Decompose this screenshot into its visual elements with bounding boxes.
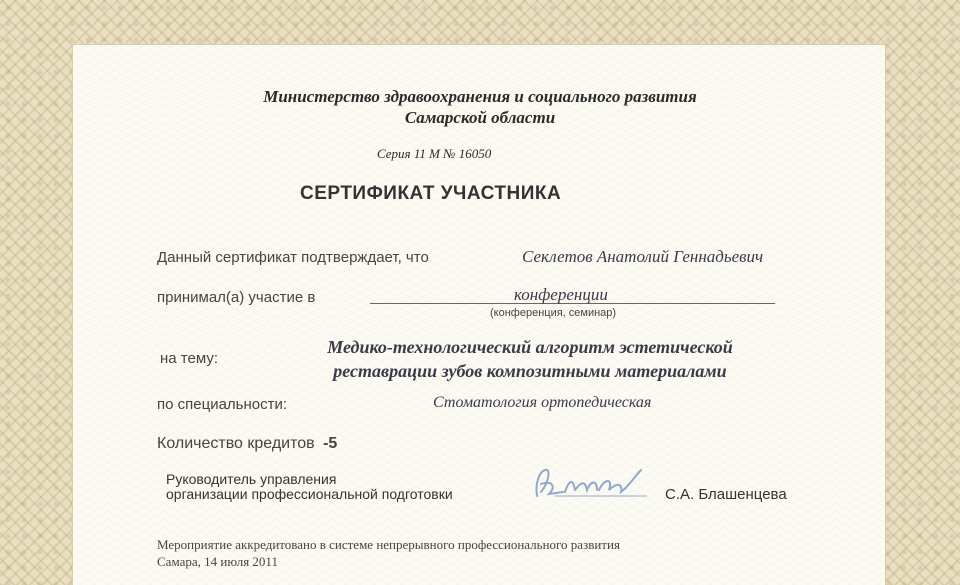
place-date: Самара, 14 июля 2011 [157,554,278,569]
participated-label: принимал(а) участие в [157,289,316,306]
head-title-line-2: организации профессиональной подготовки [166,486,453,502]
topic-line-1: Медико-технологический алгоритм эстетической [327,337,733,357]
event-type-hint: (конференция, семинар) [490,307,617,319]
topic-text [270,335,790,383]
credits-value: -5 [323,435,338,452]
head-name: С.А. Блашенцева [665,486,787,503]
ministry-line-1: Министерство здравоохранения и социального развития [263,87,697,106]
accreditation-note: Мероприятие аккредитовано в системе непрерывного профессионального развития [157,537,620,552]
head-title [166,472,453,502]
credits-label: Количество кредитов [157,435,315,452]
ministry-header [230,86,730,128]
certificate-title: СЕРТИФИКАТ УЧАСТНИКА [300,183,562,204]
event-type-value: конференции [514,285,608,304]
specialty-value: Стоматология ортопедическая [433,394,652,411]
head-title-line-1: Руководитель управления [166,471,337,487]
ministry-line-2: Самарской области [404,108,556,127]
confirms-label: Данный сертификат подтверждает, что [157,249,429,266]
signature [525,462,660,507]
series-number: Серия 11 М № 16050 [377,146,492,161]
credits-row [157,435,337,453]
participant-name: Секлетов Анатолий Геннадьевич [522,247,764,266]
specialty-label: по специальности: [157,396,288,413]
topic-label: на тему: [160,350,218,367]
topic-line-2: реставрации зубов композитными материалами [333,361,727,381]
